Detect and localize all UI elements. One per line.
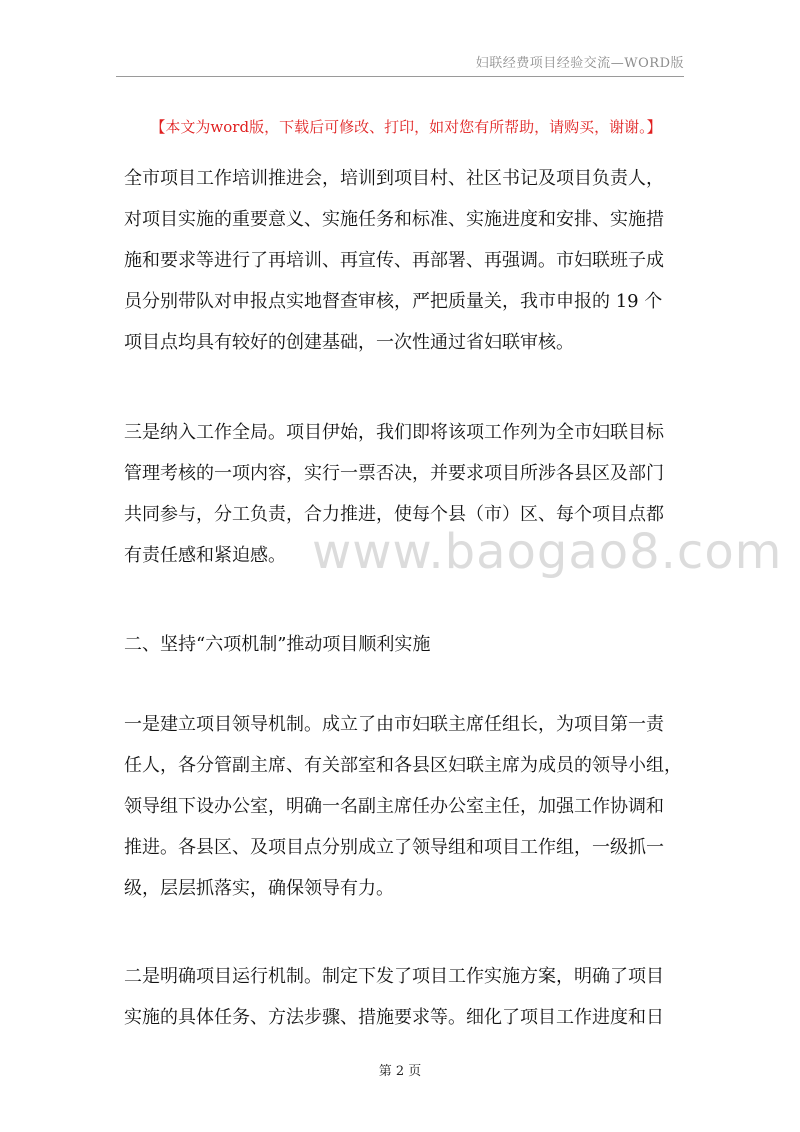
page-header-title: 妇联经费项目经验交流—WORD版 [475,56,684,71]
text-line: 施和要求等进行了再培训、再宣传、再部署、再强调。市妇联班子成 [124,250,664,271]
watermark: www.baogao8.com [312,524,783,580]
text-line: 对项目实施的重要意义、实施任务和标准、实施进度和安排、实施措 [124,209,664,230]
text-line: 员分别带队对申报点实地督查审核，严把质量关，我市申报的 19 个 [124,291,663,312]
text-line: 领导组下设办公室，明确一名副主席任办公室主任，加强工作协调和 [124,796,664,817]
text-line: 全市项目工作培训推进会，培训到项目村、社区书记及项目负责人， [124,168,664,189]
text-line: 项目点均具有较好的创建基础，一次性通过省妇联审核。 [124,332,574,353]
text-line: 一是建立项目领导机制。成立了由市妇联主席任组长，为项目第一责 [124,714,664,735]
text-line: 管理考核的一项内容，实行一票否决，并要求项目所涉各县区及部门 [124,463,664,484]
page-number: 第 2 页 [378,1064,422,1079]
text-line: 三是纳入工作全局。项目伊始，我们即将该项工作列为全市妇联目标 [124,422,664,443]
text-line: 实施的具体任务、方法步骤、措施要求等。细化了项目工作进度和日 [124,1007,664,1028]
text-line: 共同参与，分工负责，合力推进，使每个县（市）区、每个项目点都 [124,504,664,525]
paragraph-2 [124,412,684,576]
download-notice: 【本文为word版，下载后可修改、打印，如对您有所帮助，请购买，谢谢。】 [150,118,662,136]
paragraph-3 [124,704,684,909]
text-line: 任人，各分管副主席、有关部室和各县区妇联主席为成员的领导小组， [124,755,682,776]
paragraph-4 [124,956,684,1038]
paragraph-1 [124,158,684,363]
text-line: 级，层层抓落实，确保领导有力。 [124,878,394,899]
text-line: 推进。各县区、及项目点分别成立了领导组和项目工作组，一级抓一 [124,837,664,858]
section-heading [124,624,684,665]
text-line: 二是明确项目运行机制。制定下发了项目工作实施方案，明确了项目 [124,966,664,987]
text-line: 有责任感和紧迫感。 [124,545,286,566]
header-divider [116,76,684,77]
heading-line: 二、坚持“六项机制”推动项目顺利实施 [124,634,431,655]
